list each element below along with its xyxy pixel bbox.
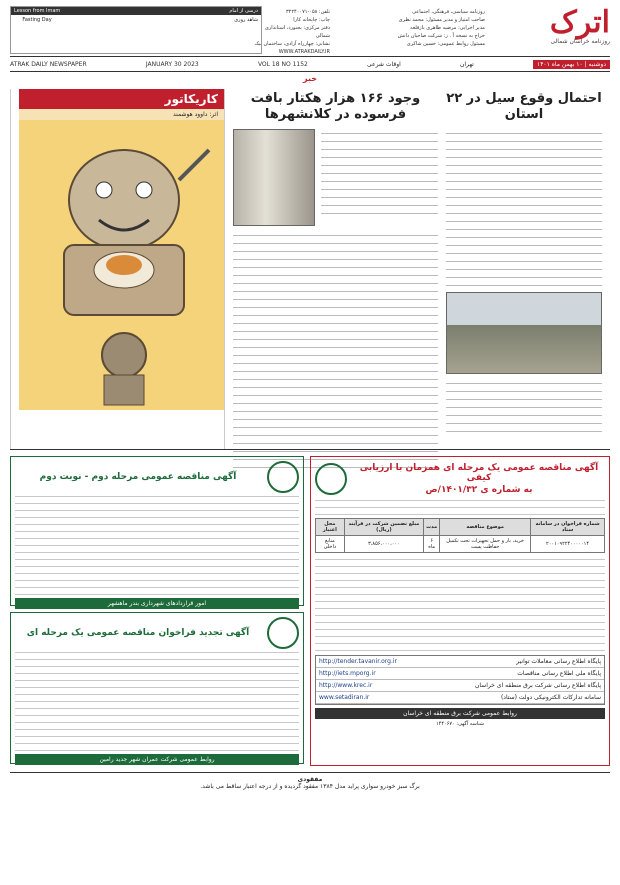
contact-info [250,8,330,56]
municipality-logo-icon [267,461,299,493]
cartoon-section [10,89,224,449]
headline-urban-fabric[interactable]: وجود ۱۶۶ هزار هکتار بافت فرسوده در کلانشهرها [250,91,421,122]
tender-links [315,655,605,705]
day-label-fa: شاهد روزی [234,17,258,23]
link-row [316,680,604,692]
building-photo [233,129,315,226]
ad-right-column [10,456,304,766]
electric-company-logo-icon [315,463,347,495]
table-header: محل اعتبار [316,519,345,536]
article-body [446,129,602,286]
editorial-line: روزنامه سیاسی، فرهنگی، اجتماعی [412,9,485,15]
city: تهران [459,60,474,68]
day-label-en: Fasting Day [22,17,52,23]
ad-left-footer: روابط عمومی شرکت برق منطقه ای خراسان [315,708,605,719]
issue-date: دوشنبه | ۱۰ بهمن ماه ۱۴۰۱ [533,60,610,69]
lost-notice [10,772,610,790]
contact-line[interactable]: WWW.ATRAKDAILY.IR [278,49,330,55]
link-label: پایگاه اطلاع رسانی معاملات توانیر [516,658,601,665]
table-cell: ۲۰۰۱۰۹۲۲۴۰۰۰۰۰۱۴ [531,536,605,553]
logo [490,6,610,54]
dateline [10,57,610,72]
contact-line: نشانی: چهارراه آزادی، ساختمان نیک [254,41,330,47]
ad-right1-footer: امور قراردادهای شهرداری بندر ماهشهر [15,598,299,609]
table-cell: منابع داخلی [316,536,345,553]
masthead [10,4,610,57]
link-url[interactable]: www.setadiran.ir [319,694,370,701]
ad-right2-title[interactable]: آگهی تجدید فراخوان مناقصه عمومی یک مرحله ای [26,628,250,638]
contact-line: دفتر مرکزی: بجنورد، استانداری شمالی [264,25,330,39]
flood-photo [446,292,602,374]
cartoon-illustration [24,120,224,410]
ad-left-number: به شماره ی ۱۴۰۱/۳۲/ص [425,485,533,495]
table-header: مدت [424,519,440,536]
link-row [316,656,604,668]
link-label: پایگاه ملی اطلاع رسانی مناقصات [517,670,601,677]
logo-text: اترک [549,5,610,40]
lesson-header-en: Lesson from Imam [14,8,61,14]
ad-municipality [10,456,304,606]
prayer-times-label: اوقات شرعی [367,60,401,68]
editorial-line: مدیر اجرایی: مرضیه طاهری بازقلعه [410,25,485,31]
link-label: سامانه تدارکات الکترونیکی دولت (ستاد) [500,694,601,701]
table-header: شماره فراخوان در سامانه ستاد [531,519,605,536]
top-news [10,89,610,450]
table-row [316,536,605,553]
cartoon-image [19,120,224,410]
ad-right2-footer: روابط عمومی شرکت عمران شهر جدید رامین [15,754,299,765]
lesson-header-fa: درسی از امام [229,8,258,14]
link-url[interactable]: http://tender.tavanir.org.ir [319,658,397,665]
table-cell: ۶ ماه [424,536,440,553]
link-row [316,668,604,680]
lesson-box [10,6,262,54]
ad-left-code: شناسه آگهی: ۱۴۴۰۶۷۰ [435,721,484,727]
table-header: مبلغ تضمین شرکت در فرآیند (ریال) [344,519,423,536]
editorial-line: مسئول روابط عمومی: حسین شاکری [406,41,485,47]
editorial-info [335,8,485,48]
article-urban-fabric [224,89,446,449]
tender-table [315,518,605,553]
link-row [316,692,604,704]
contact-line: چاپ: چاپخانه کارا [293,17,330,23]
logo-subtitle: روزنامه خراسان شمالی [550,38,610,45]
cartoon-author: اثر: داوود هوشمند [19,109,224,120]
editorial-line: صاحب امتیاز و مدیر مسئول: محمد نظری [398,17,485,23]
ad-tender-electric [310,456,610,766]
ramin-logo-icon [267,617,299,649]
link-label: پایگاه اطلاع رسانی شرکت برق منطقه ای خراسان [474,682,601,689]
table-cell: ۳،۸۵۶،۰۰۰،۰۰۰ [344,536,423,553]
table-cell: خرید، بار و حمل تجهیزات تحت تکمیل حفاظت پست [440,536,531,553]
ad-left-title[interactable]: آگهی مناقصه عمومی یک مرحله ای همزمان با ارزیابی کیفی [359,463,599,483]
table-header: موضوع مناقصه [440,519,531,536]
article-flood [446,89,610,449]
lost-text: برگ سبز خودرو سواری پراید مدل ۱۳۸۴ مفقود گردیده و از درجه اعتبار ساقط می باشد. [200,783,420,790]
lost-title: مفقودی [297,776,323,783]
headline-flood[interactable]: احتمال وقوع سیل در ۲۲ استان [446,91,602,122]
ad-ramin [10,612,304,764]
editorial-line: خراج به نسخه آ . ز: شرکت صاحبان دانش [397,33,485,39]
brand-english: ATRAK DAILY NEWSPAPER [10,60,87,68]
ad-right1-title[interactable]: آگهی مناقصه عمومی مرحله دوم - نوبت دوم [39,472,237,482]
volume: VOL 18 NO 1152 [257,60,308,68]
english-date: JANUARY 30 2023 [145,60,199,68]
link-url[interactable]: http://www.krec.ir [319,682,373,689]
link-url[interactable]: http://iets.mporg.ir [319,670,376,677]
contact-line: تلفن: ۰۵۸-۳۲۲۴۰۰۷۱ [285,9,330,15]
ads-section [10,456,610,766]
cartoon-title: کاریکاتور [19,89,224,109]
section-label: خبر [302,74,317,83]
